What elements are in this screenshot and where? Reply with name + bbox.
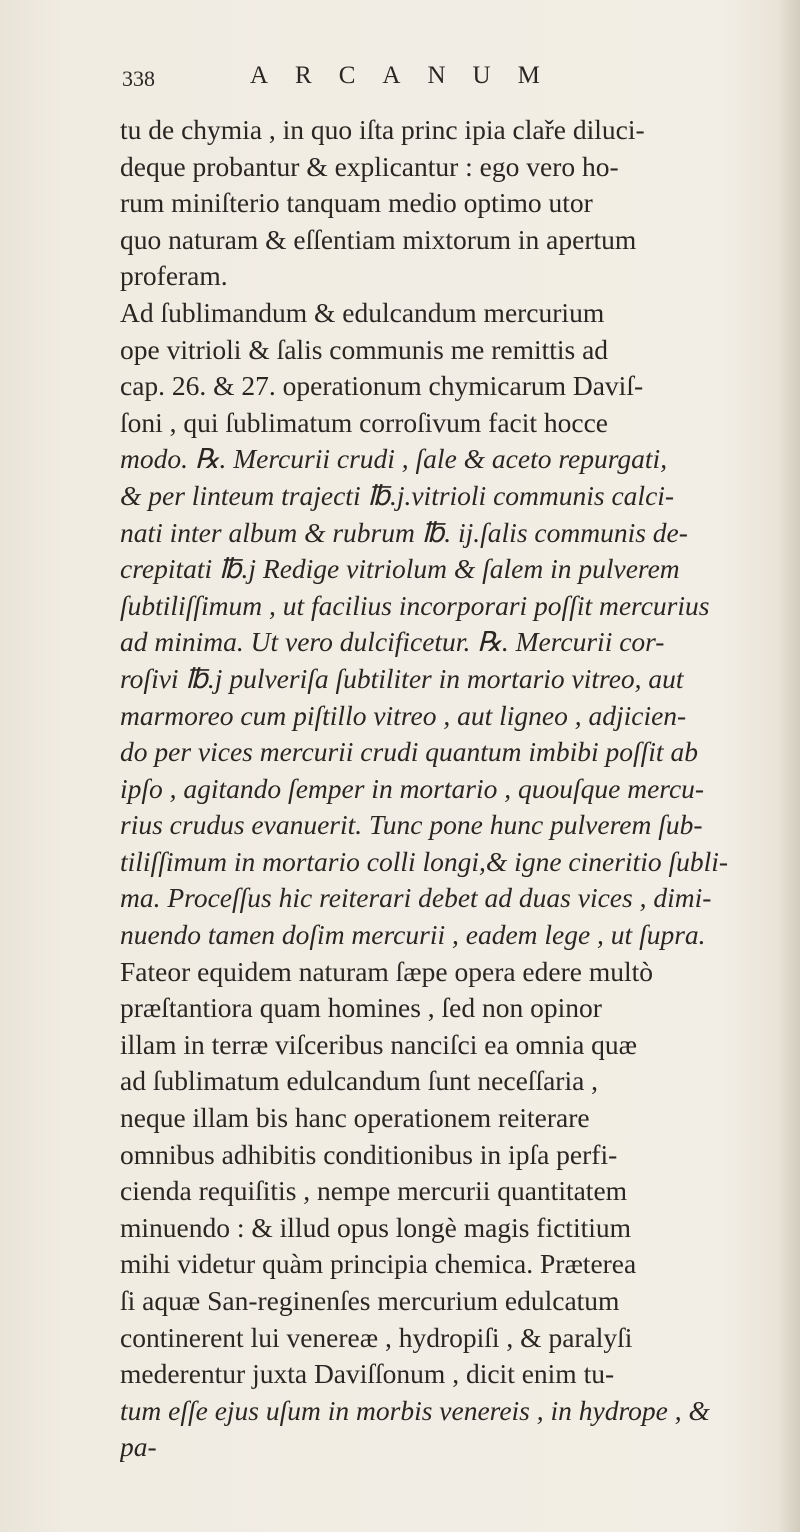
text-line: proferam.	[120, 260, 228, 292]
text-line: pa-	[120, 1431, 157, 1463]
text-line: roſivi ℔.j pulveriſa ſubtiliter in mortario vitreo, aut	[120, 662, 684, 694]
page-edge-shadow	[778, 0, 800, 1532]
text-line: tu de chymia , in quo iſta princ ipia claře diluci-	[120, 114, 645, 145]
running-head: ARCANUM	[250, 62, 567, 89]
text-line: do per vices mercurii crudi quantum imbibi poſſit ab	[120, 736, 698, 768]
text-line: præſtantiora quam homines , ſed non opinor	[120, 992, 602, 1024]
text-line: rum miniſterio tanquam medio optimo utor	[120, 187, 593, 219]
text-line: tiliſſimum in mortario colli longi,& igne cineritio ſubli-	[120, 845, 729, 877]
text-line: tum eſſe ejus uſum in morbis venereis , in hydrope , &	[120, 1394, 710, 1426]
page-number: 338	[122, 66, 155, 91]
text-line: Fateor equidem naturam ſæpe opera edere multò	[120, 955, 654, 987]
text-line: ope vitrioli & ſalis communis me remittis ad	[120, 333, 609, 365]
text-line: mederentur juxta Daviſſonum , dicit enim tu-	[120, 1358, 615, 1390]
text-line: illam in terræ viſceribus nanciſci ea omnia quæ	[120, 1028, 638, 1060]
text-line: ſi aquæ San-reginenſes mercurium edulcatum	[120, 1285, 620, 1316]
text-line: ad ſublimatum edulcandum ſunt neceſſaria ,	[120, 1065, 599, 1097]
body-text	[120, 112, 780, 1466]
text-line: cap. 26. & 27. operationum chymicarum Daviſ-	[120, 370, 644, 402]
text-line: crepitati ℔.j Redige vitriolum & ſalem in pulverem	[120, 553, 680, 585]
page-header	[122, 62, 722, 102]
text-line: omnibus adhibitis conditionibus in ipſa perfi-	[120, 1138, 618, 1170]
text-line: ſubtiliſſimum , ut facilius incorporari poſſit mercurius	[120, 589, 710, 621]
text-line: deque probantur & explicantur : ego vero ho-	[120, 150, 619, 182]
text-line: continerent lui venereæ , hydropiſi , & paralyſi	[120, 1321, 633, 1353]
text-line: neque illam bis hanc operationem reiterare	[120, 1102, 590, 1134]
text-line: ſoni , qui ſublimatum corroſivum facit hocce	[120, 406, 609, 438]
text-line: rius crudus evanuerit. Tunc pone hunc pulverem ſub-	[120, 809, 703, 841]
text-line: quo naturam & eſſentiam mixtorum in apertum	[120, 223, 637, 255]
text-line: nuendo tamen doſim mercurii , eadem lege , ut ſupra.	[120, 919, 706, 951]
text-line: minuendo : & illud opus longè magis fictitium	[120, 1211, 632, 1243]
text-line: cienda requiſitis , nempe mercurii quantitatem	[120, 1175, 628, 1207]
text-line: marmoreo cum piſtillo vitreo , aut ligneo , adjicien-	[120, 699, 687, 731]
text-line: ipſo , agitando ſemper in mortario , quouſque mercu-	[120, 772, 705, 804]
text-line: ma. Proceſſus hic reiterari debet ad duas vices , dimi-	[120, 882, 712, 914]
text-line: Ad ſublimandum & edulcandum mercurium	[120, 296, 605, 328]
text-line: & per linteum trajecti ℔.j.vitrioli communis calci-	[120, 479, 675, 511]
text-line: ad minima. Ut vero dulcificetur. ℞. Mercurii cor-	[120, 626, 665, 658]
text-line: mihi videtur quàm principia chemica. Præterea	[120, 1248, 637, 1280]
text-line: nati inter album & rubrum ℔. ij.ſalis communis de-	[120, 516, 688, 548]
text-line: modo. ℞. Mercurii crudi , ſale & aceto repurgati,	[120, 443, 668, 475]
